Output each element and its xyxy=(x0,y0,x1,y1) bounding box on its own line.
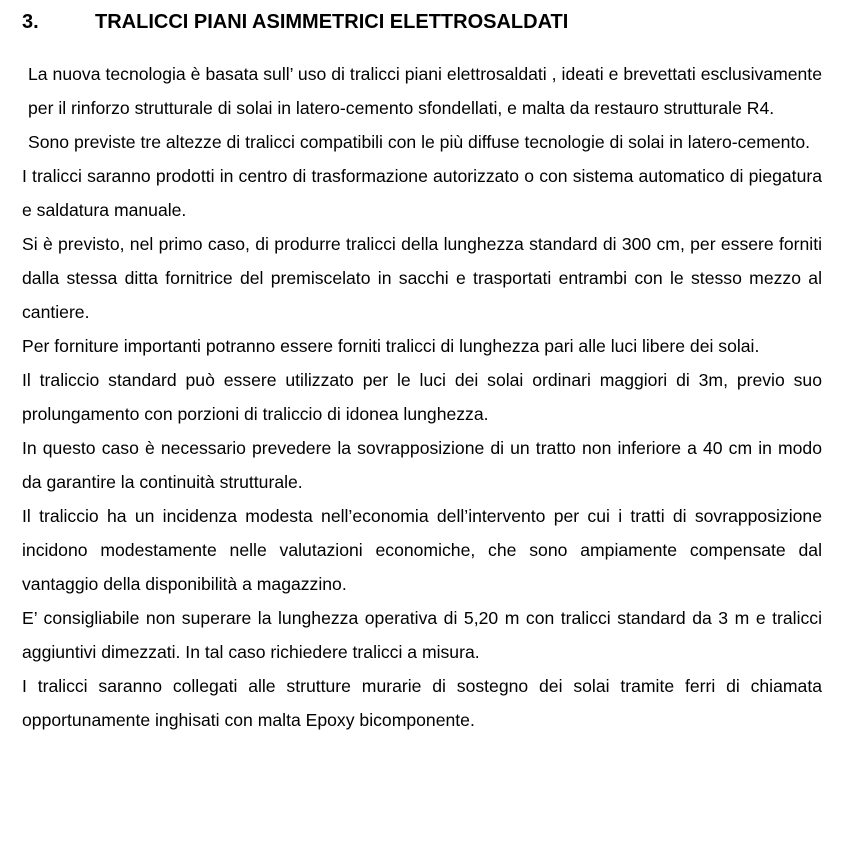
section-heading xyxy=(22,9,568,35)
paragraph: Il traliccio ha un incidenza modesta nell’economia dell’intervento per cui i tratti di sovrapposizione incidono modestamente nelle valutazioni economiche, che sono ampiamente compensate dal vantaggio della disponibilità a magazzino. xyxy=(22,506,822,594)
paragraph: Il traliccio standard può essere utilizzato per le luci dei solai ordinari maggiori di 3m, previo suo prolungamento con porzioni di traliccio di idonea lunghezza. xyxy=(22,370,822,424)
paragraph: I tralicci saranno collegati alle strutture murarie di sostegno dei solai tramite ferri di chiamata opportunamente inghisati con malta Epoxy bicomponente. xyxy=(22,676,822,730)
paragraph: I tralicci saranno prodotti in centro di trasformazione autorizzato o con sistema automatico di piegatura e saldatura manuale. xyxy=(22,166,822,220)
section-number: 3. xyxy=(22,11,39,33)
paragraph: E’ consigliabile non superare la lunghezza operativa di 5,20 m con tralicci standard da 3 m e tralicci aggiuntivi dimezzati. In tal caso richiedere tralicci a misura. xyxy=(22,608,822,662)
paragraph: Si è previsto, nel primo caso, di produrre tralicci della lunghezza standard di 300 cm, per essere forniti dalla stessa ditta fornitrice del premiscelato in sacchi e trasportati entrambi con le stesso mezzo al cantiere. xyxy=(22,234,822,322)
paragraph: La nuova tecnologia è basata sull’ uso di tralicci piani elettrosaldati , ideati e brevettati esclusivamente per il rinforzo strutturale di solai in latero-cemento sfondellati, e malta da restauro strutturale R4. xyxy=(28,64,822,118)
paragraph: Per forniture importanti potranno essere forniti tralicci di lunghezza pari alle luci libere dei solai. xyxy=(22,336,760,356)
paragraph: In questo caso è necessario prevedere la sovrapposizione di un tratto non inferiore a 40 cm in modo da garantire la continuità strutturale. xyxy=(22,438,822,492)
section-title: TRALICCI PIANI ASIMMETRICI ELETTROSALDATI xyxy=(95,11,569,33)
paragraph: Sono previste tre altezze di tralicci compatibili con le più diffuse tecnologie di solai in latero-cemento. xyxy=(28,132,811,152)
document-body xyxy=(22,57,822,737)
